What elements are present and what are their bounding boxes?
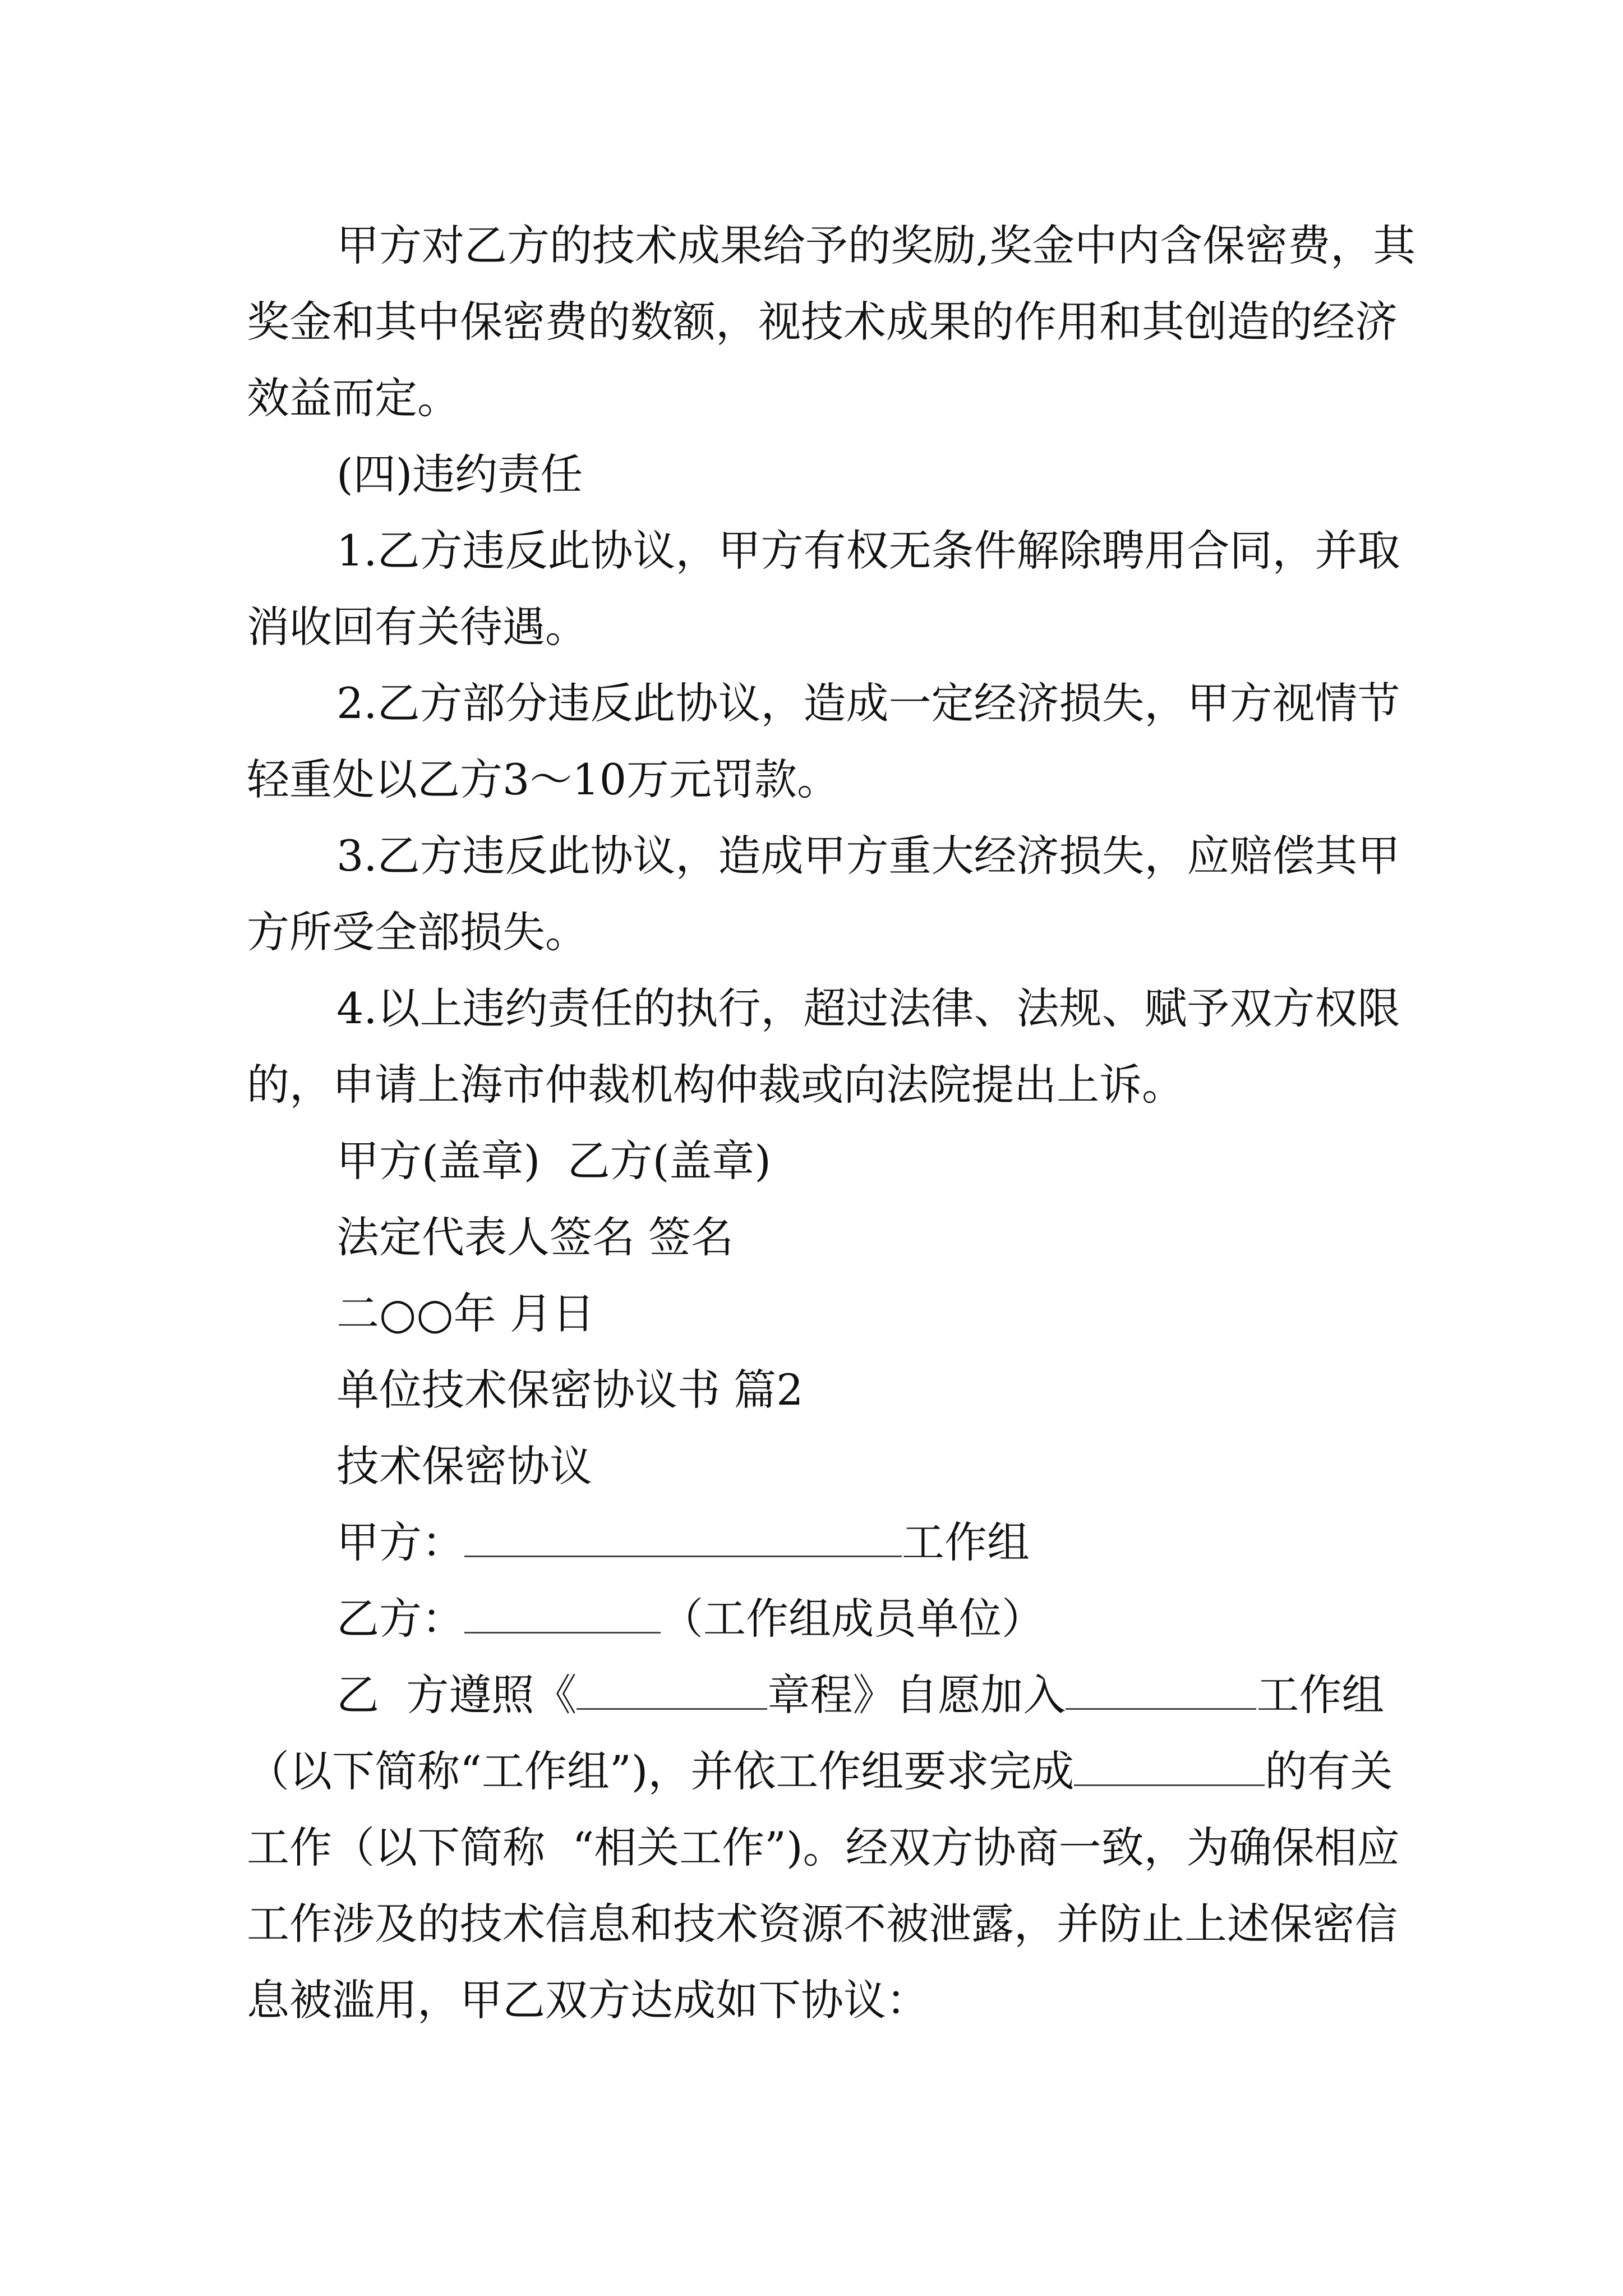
section-heading-breach-liability: (四)违约责任 <box>336 449 583 499</box>
party-b-suffix: （工作组成员单位） <box>661 1594 1044 1644</box>
intro-part-3: 工作组（以下简称“工作组”)，并依工作组要求完成 <box>247 1670 1385 1796</box>
agreement-title: 技术保密协议 <box>336 1441 592 1491</box>
party-a-suffix: 工作组 <box>902 1517 1030 1567</box>
charter-blank <box>577 1669 767 1710</box>
workgroup-blank <box>1066 1669 1256 1710</box>
party-a-blank <box>464 1516 902 1557</box>
clause-4: 4.以上违约责任的执行，超过法律、法规、赋予双方权限的，申请上海市仲裁机构仲裁或向法院提出上诉。 <box>247 983 1400 1110</box>
party-b-label: 乙方： <box>336 1594 464 1644</box>
section-title: 单位技术保密协议书 篇2 <box>336 1365 804 1415</box>
document-body <box>247 208 1424 2039</box>
clause-3: 3.乙方违反此协议，造成甲方重大经济损失，应赔偿其甲方所受全部损失。 <box>247 831 1400 957</box>
intro-paragraph <box>247 1657 1424 2039</box>
seal-line: 甲方(盖章) 乙方(盖章) <box>336 1136 771 1186</box>
party-b-line <box>247 1581 1424 1657</box>
intro-part-1: 乙 方遵照《 <box>336 1670 577 1720</box>
clause-2: 2.乙方部分违反此协议，造成一定经济损失，甲方视情节轻重处以乙方3～10万元罚款。 <box>247 678 1400 804</box>
signature-line: 法定代表人签名 签名 <box>336 1212 734 1262</box>
party-b-blank <box>464 1593 661 1634</box>
party-a-line <box>247 1504 1424 1581</box>
intro-part-4: 的有关工作（以下简称 “相关工作”)。经双方协商一致，为确保相应工作涉及的技术信息和技术资源不被泄露，并防止上述保密信息被滥用，甲乙双方达成如下协议： <box>247 1746 1400 2025</box>
intro-part-2: 章程》自愿加入 <box>767 1670 1066 1720</box>
clause-1: 1.乙方违反此协议，甲方有权无条件解除聘用合同，并取消收回有关待遇。 <box>247 526 1400 652</box>
party-a-label: 甲方： <box>336 1517 464 1567</box>
date-line: 二○○年 月日 <box>336 1289 595 1338</box>
work-blank <box>1074 1745 1265 1786</box>
paragraph-reward: 甲方对乙方的技术成果给予的奖励,奖金中内含保密费，其奖金和其中保密费的数额，视技术成果的作用和其创造的经济效益而定。 <box>247 220 1416 423</box>
